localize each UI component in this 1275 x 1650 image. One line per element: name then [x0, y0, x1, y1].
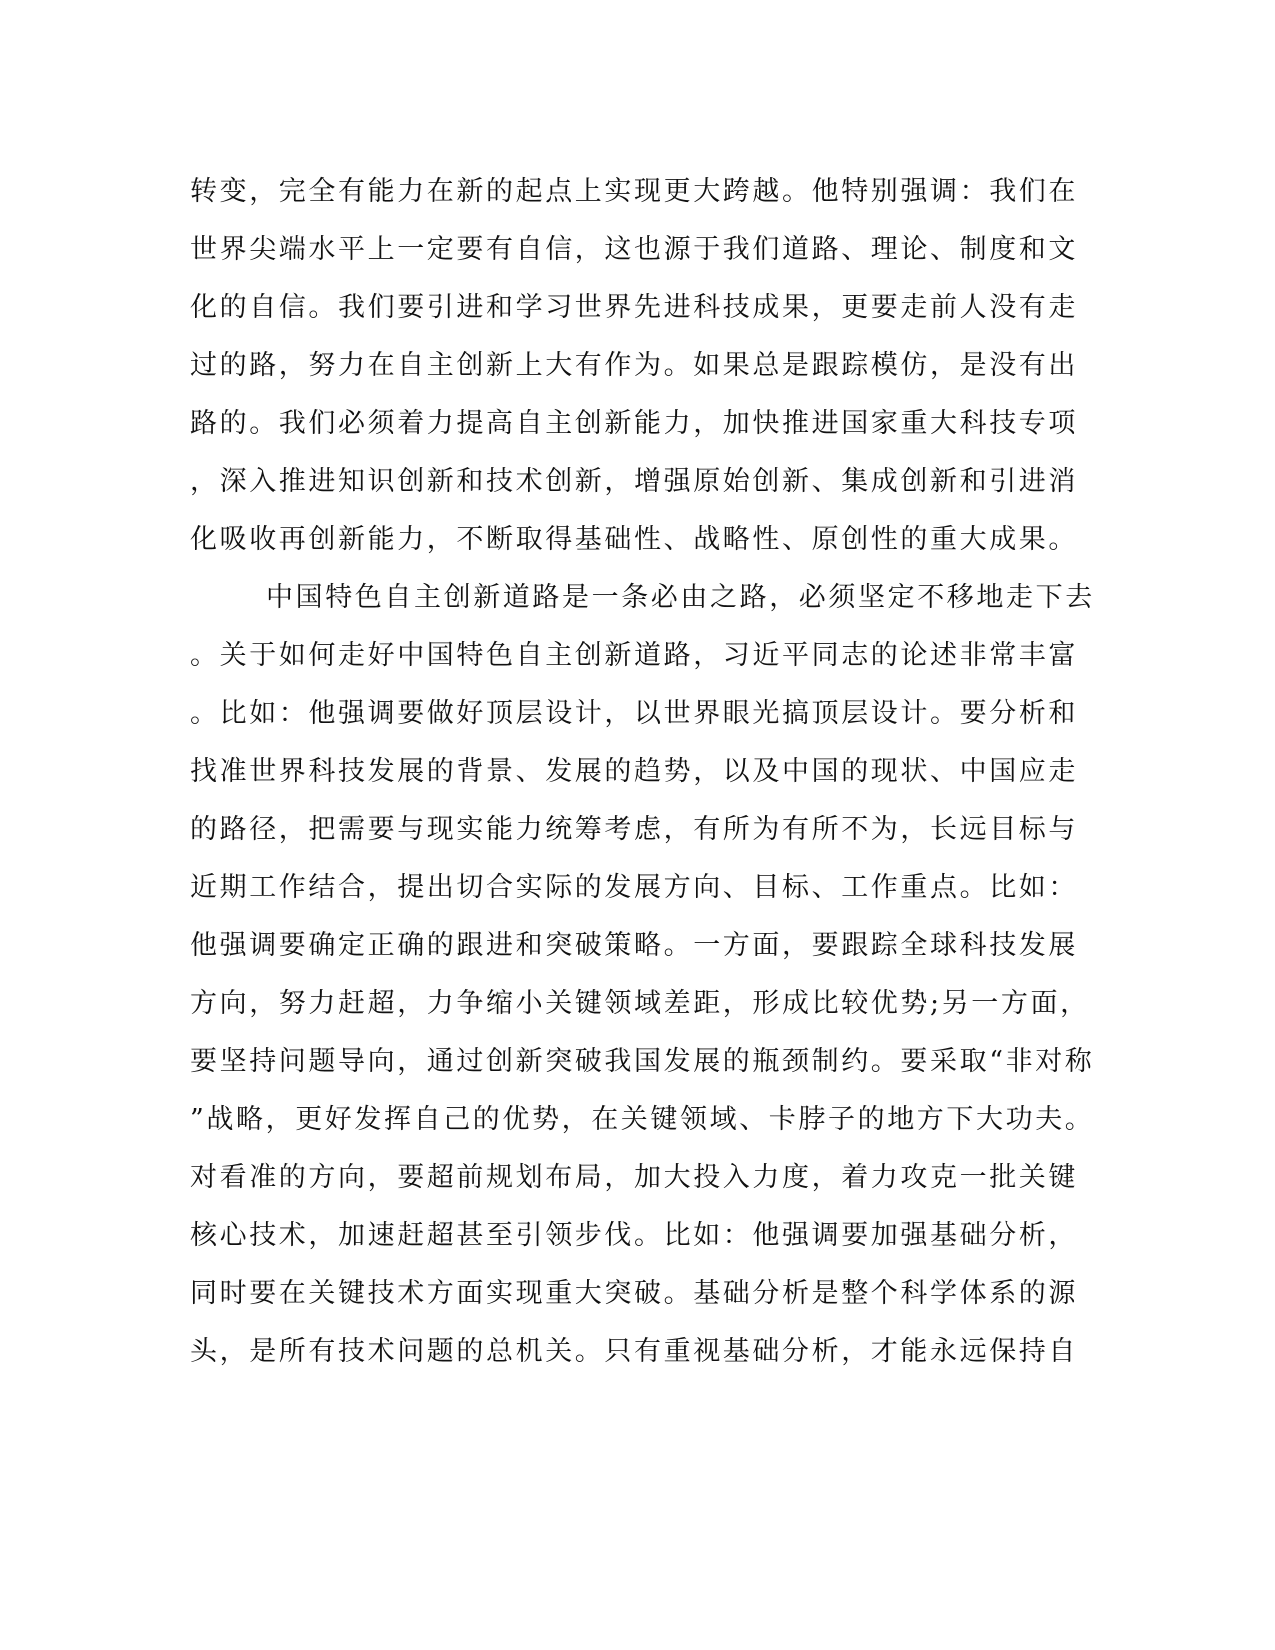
text-line: 核心技术，加速赶超甚至引领步伐。比如：他强调要加强基础分析，	[190, 1220, 1078, 1251]
text-line: 化吸收再创新能力，不断取得基础性、战略性、原创性的重大成果。	[190, 524, 1078, 555]
text-line: 路的。我们必须着力提高自主创新能力，加快推进国家重大科技专项	[190, 408, 1078, 439]
text-line: 。关于如何走好中国特色自主创新道路，习近平同志的论述非常丰富	[190, 640, 1078, 671]
text-line: 世界尖端水平上一定要有自信，这也源于我们道路、理论、制度和文	[190, 234, 1078, 265]
text-line: 头，是所有技术问题的总机关。只有重视基础分析，才能永远保持自	[190, 1336, 1078, 1367]
text-line: 化的自信。我们要引进和学习世界先进科技成果，更要走前人没有走	[190, 292, 1078, 323]
text-line: 转变，完全有能力在新的起点上实现更大跨越。他特别强调：我们在	[190, 176, 1078, 207]
text-line: ”战略，更好发挥自己的优势，在关键领域、卡脖子的地方下大功夫。	[190, 1104, 1095, 1135]
text-line: 。比如：他强调要做好顶层设计，以世界眼光搞顶层设计。要分析和	[190, 698, 1078, 729]
text-line: 过的路，努力在自主创新上大有作为。如果总是跟踪模仿，是没有出	[190, 350, 1078, 381]
text-line: 的路径，把需要与现实能力统筹考虑，有所为有所不为，长远目标与	[190, 814, 1078, 845]
text-line: ，深入推进知识创新和技术创新，增强原始创新、集成创新和引进消	[190, 466, 1078, 497]
text-line: 他强调要确定正确的跟进和突破策略。一方面，要跟踪全球科技发展	[190, 930, 1078, 961]
text-line: 要坚持问题导向，通过创新突破我国发展的瓶颈制约。要采取“非对称	[190, 1046, 1095, 1077]
text-line: 近期工作结合，提出切合实际的发展方向、目标、工作重点。比如：	[190, 872, 1078, 903]
paragraph-start-line: 中国特色自主创新道路是一条必由之路，必须坚定不移地走下去	[266, 582, 1095, 613]
document-body	[190, 163, 1095, 1381]
text-line: 方向，努力赶超，力争缩小关键领域差距，形成比较优势;另一方面，	[190, 988, 1090, 1019]
text-line: 找准世界科技发展的背景、发展的趋势，以及中国的现状、中国应走	[190, 756, 1078, 787]
text-line: 对看准的方向，要超前规划布局，加大投入力度，着力攻克一批关键	[190, 1162, 1078, 1193]
text-line: 同时要在关键技术方面实现重大突破。基础分析是整个科学体系的源	[190, 1278, 1078, 1309]
